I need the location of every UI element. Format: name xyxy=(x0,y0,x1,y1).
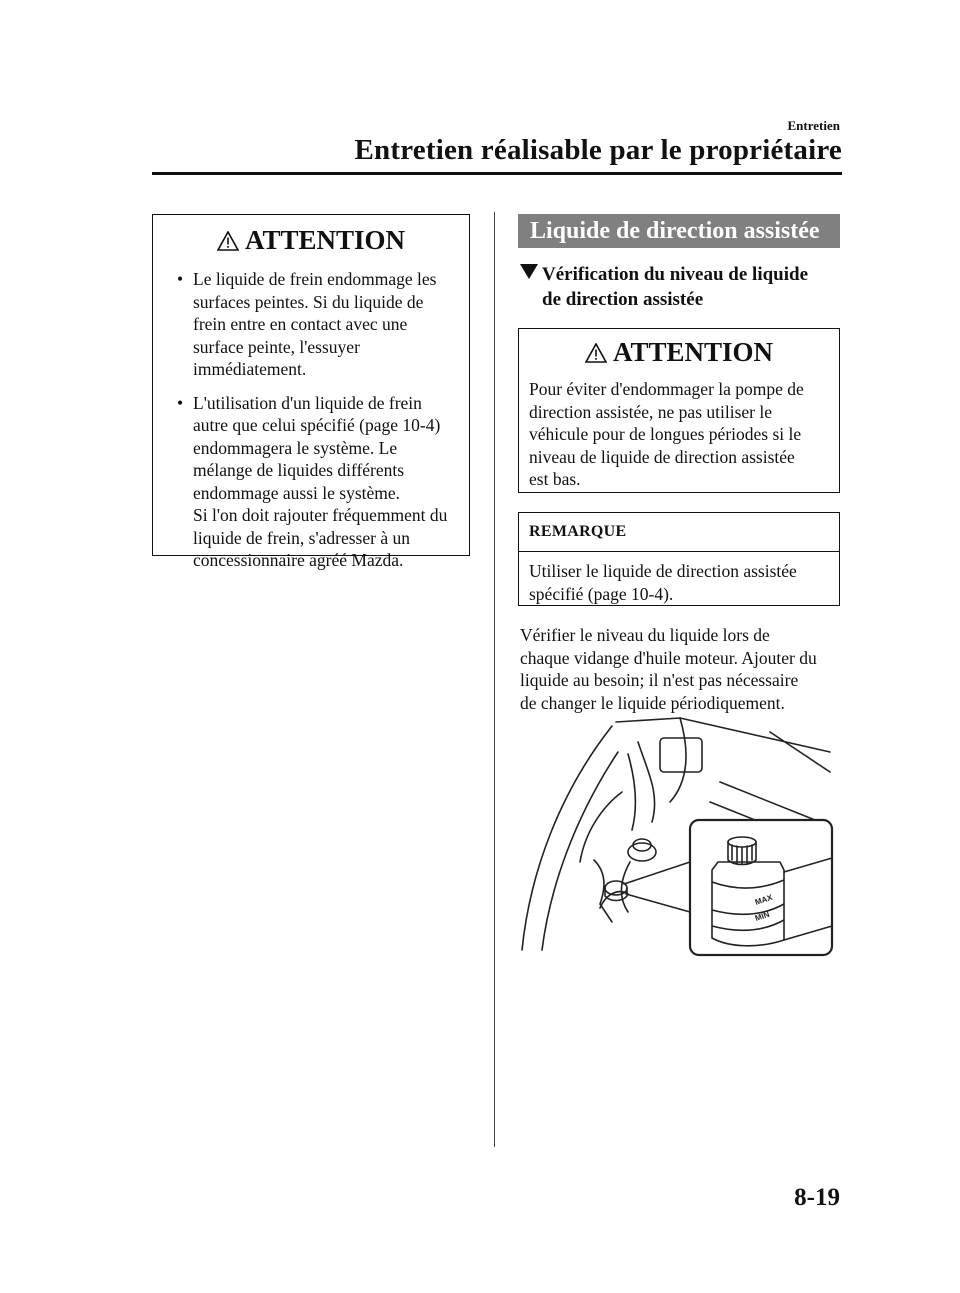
bullet-line: endommage aussi le système. xyxy=(193,482,401,503)
bullet-line: mélange de liquides différents xyxy=(193,460,405,480)
note-line: Utiliser le liquide de direction assistée xyxy=(529,561,797,581)
left-attention-bullets xyxy=(163,268,459,572)
body-line: Vérifier le niveau du liquide lors de xyxy=(520,625,770,645)
bullet-dot: • xyxy=(177,269,184,289)
bullet-line: surface peinte, l'essuyer xyxy=(193,336,360,357)
chapter-label: Entretien xyxy=(787,118,840,133)
attention-bullet-2 xyxy=(163,392,459,572)
bullet-line: surfaces peintes. Si du liquide de xyxy=(193,291,424,312)
page-number: 8-19 xyxy=(794,1184,840,1211)
body-line: de changer le liquide périodiquement. xyxy=(520,692,785,713)
body-line: liquide au besoin; il n'est pas nécessaire xyxy=(520,670,799,690)
attention-line: véhicule pour de longues périodes si le xyxy=(529,424,802,444)
left-attention-title xyxy=(163,225,459,256)
bullet-line: Le liquide de frein endommage les xyxy=(193,269,437,289)
subheading-line-1: Vérification du niveau de liquide xyxy=(542,264,809,285)
note-box xyxy=(518,512,840,606)
bullet-line: L'utilisation d'un liquide de frein xyxy=(193,392,422,413)
warning-icon xyxy=(585,343,607,363)
left-attention-title-text: ATTENTION xyxy=(244,225,406,255)
right-attention-title xyxy=(529,337,829,368)
bullet-line: immédiatement. xyxy=(193,359,307,379)
attention-line: niveau de liquide de direction assistée xyxy=(529,446,795,467)
right-attention-text xyxy=(529,378,829,491)
right-attention-box xyxy=(518,328,840,493)
triangle-down-icon xyxy=(520,264,538,279)
note-title: REMARQUE xyxy=(529,523,627,540)
attention-line: direction assistée, ne pas utiliser le xyxy=(529,401,772,422)
subheading-line-2: de direction assistée xyxy=(542,289,704,310)
bullet-line: endommagera le système. Le xyxy=(193,437,398,458)
bullet-line: concessionnaire agréé Mazda. xyxy=(193,550,404,570)
left-attention-box xyxy=(152,214,470,570)
note-line: spécifié (page 10-4). xyxy=(529,583,674,604)
bullet-dot: • xyxy=(177,392,184,413)
column-divider xyxy=(494,212,495,1147)
bullet-line: liquide de frein, s'adresser à un xyxy=(193,527,410,548)
warning-icon xyxy=(217,231,239,251)
subheading xyxy=(520,262,840,312)
bullet-line: Si l'on doit rajouter fréquemment du xyxy=(193,505,448,525)
attention-bullet-1 xyxy=(163,268,459,381)
note-text xyxy=(519,552,839,605)
min-label: MIN xyxy=(753,909,771,923)
header-rule xyxy=(152,172,842,175)
right-attention-title-text: ATTENTION xyxy=(612,337,774,367)
engine-reservoir-illustration xyxy=(520,712,840,962)
attention-line: est bas. xyxy=(529,469,581,489)
attention-line: Pour éviter d'endommager la pompe de xyxy=(529,379,804,399)
body-paragraph xyxy=(520,624,850,714)
bullet-line: frein entre en contact avec une xyxy=(193,314,408,334)
max-label: MAX xyxy=(753,892,774,907)
section-header: Entretien réalisable par le propriétaire xyxy=(354,134,842,166)
body-line: chaque vidange d'huile moteur. Ajouter du xyxy=(520,647,817,668)
bullet-line: autre que celui spécifié (page 10-4) xyxy=(193,415,441,435)
section-title-bar: Liquide de direction assistée xyxy=(518,214,840,248)
